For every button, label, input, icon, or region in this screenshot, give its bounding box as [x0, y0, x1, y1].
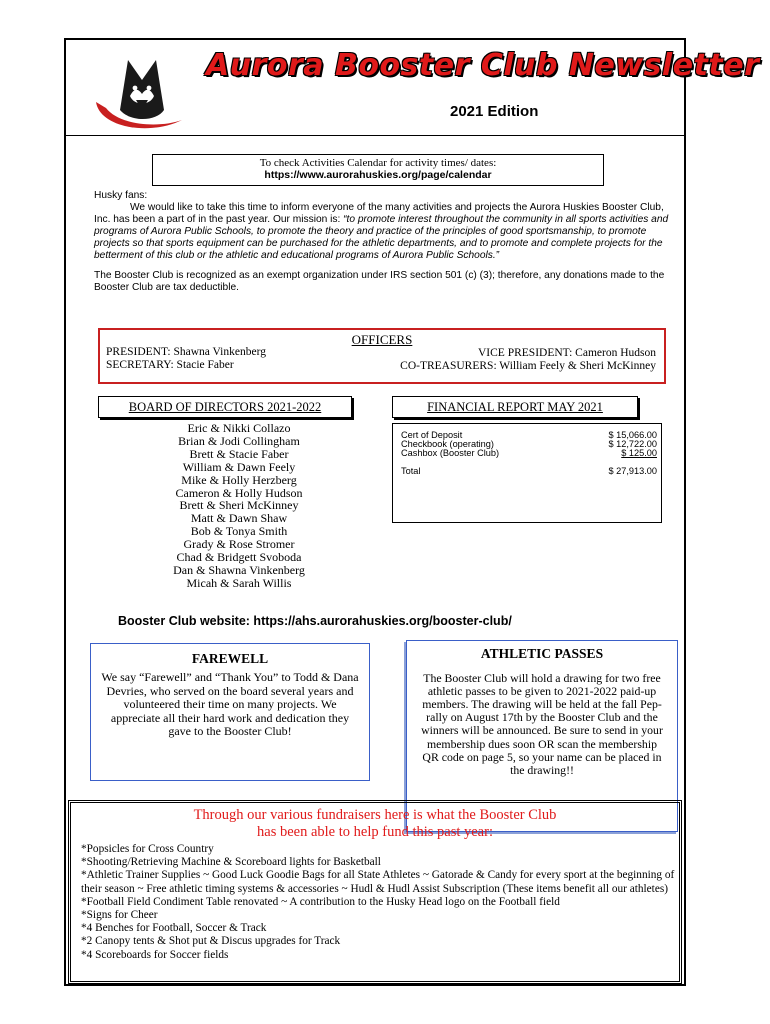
fundraiser-item: *2 Canopy tents & Shot put & Discus upgrades for Track [81, 935, 341, 948]
board-member: Grady & Rose Stromer [183, 537, 295, 552]
fundraiser-item: *Popsicles for Cross Country [81, 843, 214, 855]
financial-total-value: $ 27,913.00 [608, 466, 657, 476]
board-list [98, 422, 380, 590]
fundraiser-item: *4 Scoreboards for Soccer fields [81, 948, 229, 961]
greeting: Husky fans: [94, 190, 148, 201]
husky-head-logo [90, 50, 200, 135]
calendar-text: To check Activities Calendar for activity times/ dates: [259, 157, 497, 169]
newsletter-page [64, 38, 760, 986]
board-member: Micah & Sarah Willis [186, 575, 292, 590]
financial-value: $ 12,722.00 [608, 439, 657, 449]
edition-label: 2021 Edition [450, 103, 539, 120]
fundraiser-item: *Athletic Trainer Supplies ~ Good Luck Goodie Bags for all State Athletes ~ Gatorade & Candy for every sport at the beginning of their season ~ Free athletic timing systems & accessories ~ Hudl & Hudl Assist Subscription (These items benefit all our athletes) [81, 869, 675, 895]
fundraiser-item: *4 Benches for Football, Soccer & Track [81, 922, 267, 935]
booster-website[interactable]: Booster Club website: https://ahs.aurorahuskies.org/booster-club/ [118, 614, 512, 628]
officers-box [98, 328, 666, 384]
calendar-notice [152, 154, 604, 186]
intro-body: We would like to take this time to inform everyone of the many activities and projects the Aurora Huskies Booster Club, Inc. has been a part of in the past year. Our mission is: [94, 202, 664, 225]
board-member: Brett & Sheri McKinney [179, 498, 299, 513]
board-member: Chad & Bridgett Svoboda [176, 550, 302, 565]
board-member: Matt & Dawn Shaw [190, 511, 288, 526]
board-member: Mike & Holly Herzberg [181, 472, 297, 487]
newsletter-title: Aurora Booster Club Newsletter [206, 48, 760, 83]
intro-paragraph [94, 202, 674, 262]
board-title [98, 396, 352, 418]
board-member: Brian & Jodi Collingham [178, 433, 300, 448]
board-member: Cameron & Holly Hudson [175, 485, 303, 500]
athletic-passes-body: The Booster Club will hold a drawing for two free athletic passes to be given to 2021-2022 paid-up members. The drawing will be held at the fall Pep-rally on August 17th by the Booster Club and the winners will be announced. Be sure to send in your membership dues soon OR scan the membership QR code on page 5, so your name can be placed in the drawing!! [421, 671, 663, 777]
fundraiser-item: *Football Field Condiment Table renovated ~ A contribution to the Husky Head logo on the Football field [81, 895, 560, 908]
fundraisers-list [71, 843, 679, 962]
mission-statement: “to promote interest throughout the community in all sports activities and programs of Aurora Public Schools, to promote the theory and practice of the principles of good sportsmanship, to promote projects so that sports equipment can be purchased for the athletic departments, and to promote and complete projects for the betterment of this club or the athletic and educational programs of Aurora Public Schools.” [94, 214, 669, 261]
president: PRESIDENT: Shawna Vinkenberg [106, 346, 266, 358]
fundraiser-item: *Shooting/Retrieving Machine & Scoreboard lights for Basketball [81, 856, 381, 869]
board-member: Bob & Tonya Smith [190, 524, 288, 539]
fundraisers-heading-line2: has been able to help fund this past year: [257, 824, 493, 840]
financial-value: $ 15,066.00 [608, 430, 657, 440]
farewell-box [90, 643, 370, 781]
farewell-body: We say “Farewell” and “Thank You” to Todd & Dana Devries, who served on the board several years and volunteered their time on many projects. We appreciate all their hard work and dedication they gave to the Booster Club! [101, 670, 359, 739]
financial-label: Cashbox (Booster Club) [401, 448, 500, 458]
financial-title [392, 396, 638, 418]
board-member: Dan & Shawna Vinkenberg [173, 562, 305, 577]
financial-label: Cert of Deposit [401, 430, 463, 440]
calendar-link[interactable]: https://www.aurorahuskies.org/page/calendar [264, 169, 492, 181]
board-title-text: BOARD OF DIRECTORS 2021-2022 [128, 400, 322, 414]
header-divider [66, 135, 684, 136]
officers-title: OFFICERS [351, 332, 413, 347]
financial-title-text: FINANCIAL REPORT MAY 2021 [427, 400, 603, 414]
financial-report [392, 423, 662, 523]
intro-section [94, 190, 674, 294]
board-member: Brett & Stacie Faber [189, 446, 289, 461]
financial-label: Checkbook (operating) [401, 439, 494, 449]
fundraisers-heading [71, 807, 679, 841]
financial-value: $ 125.00 [621, 448, 657, 458]
co-treasurers: CO-TREASURERS: William Feely & Sheri McKinney [400, 360, 656, 372]
secretary: SECRETARY: Stacie Faber [106, 359, 234, 371]
farewell-title: FAREWELL [191, 651, 269, 666]
board-member: William & Dawn Feely [182, 459, 296, 474]
fundraisers-box [68, 800, 682, 984]
irs-notice: The Booster Club is recognized as an exempt organization under IRS section 501 (c) (3); therefore, any donations made to the Booster Club are tax deductible. [94, 270, 665, 293]
fundraiser-item: *Signs for Cheer [81, 909, 158, 922]
fundraisers-heading-line1: Through our various fundraisers here is what the Booster Club [193, 807, 557, 823]
athletic-passes-title: ATHLETIC PASSES [480, 646, 604, 661]
vice-president: VICE PRESIDENT: Cameron Hudson [478, 347, 656, 359]
board-member: Eric & Nikki Collazo [187, 421, 291, 435]
financial-total-label: Total [401, 466, 421, 476]
